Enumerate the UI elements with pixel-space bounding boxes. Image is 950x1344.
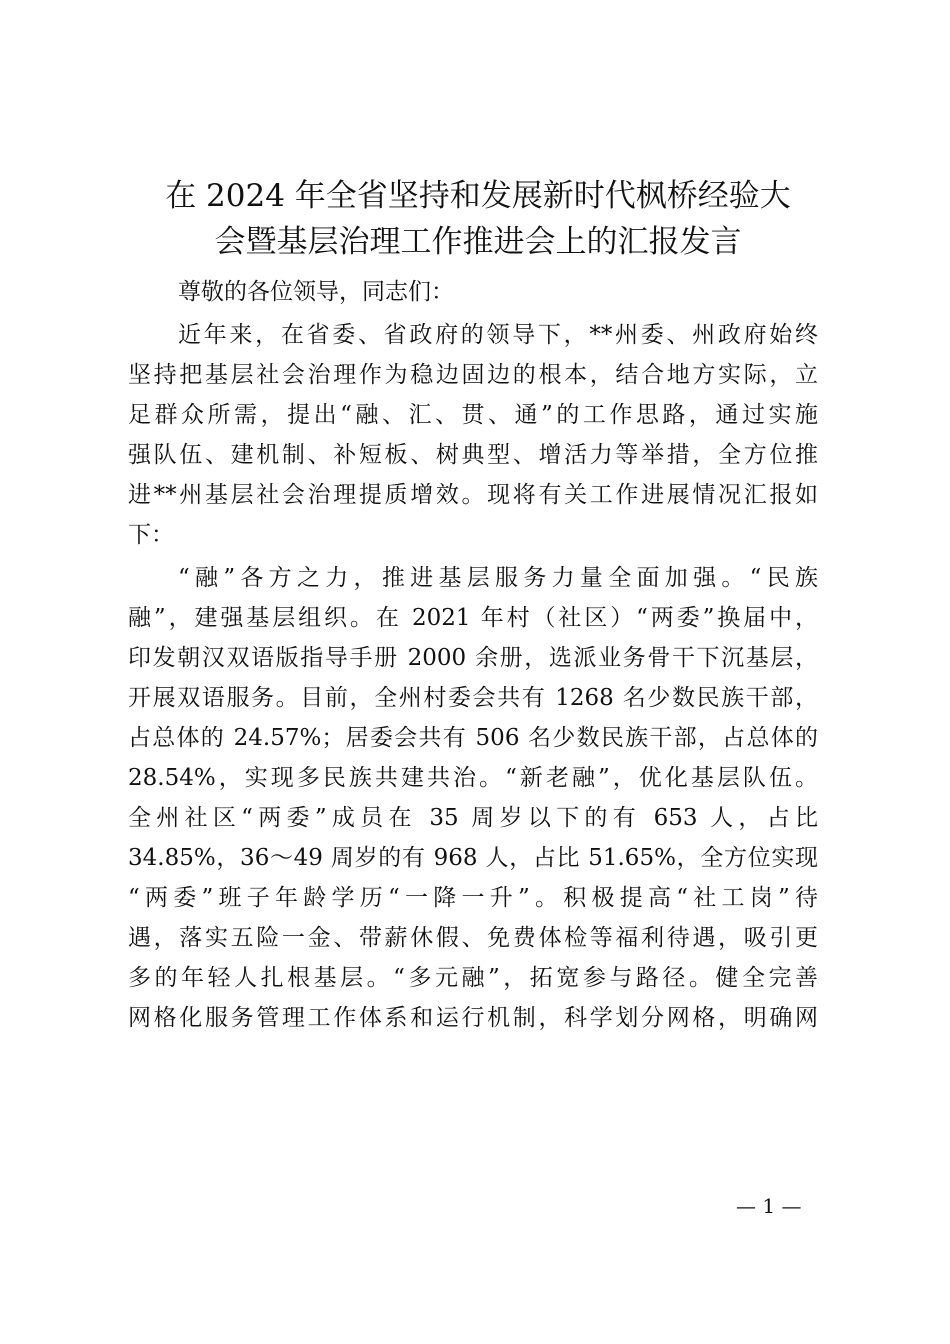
title-line: 在 2024 年全省坚持和发展新时代枫桥经验大 [165, 178, 791, 214]
paragraph-line: 下： [128, 522, 174, 548]
salutation-line: 尊敬的各位领导，同志们： [178, 279, 454, 305]
paragraph-line: 强队伍、建机制、补短板、树典型、增活力等举措，全方位推 [128, 442, 818, 468]
title-line: 会暨基层治理工作推进会上的汇报发言 [214, 224, 742, 260]
paragraph-line: 占总体的 24.57%；居委会共有 506 名少数民族干部，占总体的 [128, 725, 818, 751]
paragraph-line: 进**州基层社会治理提质增效。现将有关工作进展情况汇报如 [128, 482, 818, 508]
paragraph-line: 多的年轻人扎根基层。“多元融”，拓宽参与路径。健全完善 [128, 965, 818, 991]
paragraph-line: 坚持把基层社会治理作为稳边固边的根本，结合地方实际，立 [128, 362, 818, 388]
document-body [128, 272, 818, 1038]
document-title [128, 173, 828, 265]
paragraph-line: 近年来，在省委、省政府的领导下，**州委、州政府始终 [178, 322, 818, 348]
paragraph-line: “两委”班子年龄学历“一降一升”。积极提高“社工岗”待 [128, 885, 818, 911]
page-number: — 1 — [736, 1194, 802, 1218]
paragraph-line: 融”，建强基层组织。在 2021 年村（社区）“两委”换届中， [128, 605, 818, 631]
paragraph-line: “融”各方之力，推进基层服务力量全面加强。“民族 [178, 565, 818, 591]
paragraph-line: 34.85%，36～49 周岁的有 968 人，占比 51.65%，全方位实现 [128, 845, 818, 871]
paragraph-line: 开展双语服务。目前，全州村委会共有 1268 名少数民族干部， [128, 685, 818, 711]
paragraph-line: 28.54%，实现多民族共建共治。“新老融”，优化基层队伍。 [128, 765, 818, 791]
paragraph-line: 遇，落实五险一金、带薪休假、免费体检等福利待遇，吸引更 [128, 925, 818, 951]
paragraph-line: 足群众所需，提出“融、汇、贯、通”的工作思路，通过实施 [128, 402, 818, 428]
paragraph-line: 印发朝汉双语版指导手册 2000 余册，选派业务骨干下沉基层， [128, 645, 818, 671]
paragraph-line: 全州社区“两委”成员在 35 周岁以下的有 653 人，占比 [128, 805, 818, 831]
paragraph-line: 网格化服务管理工作体系和运行机制，科学划分网格，明确网 [128, 1005, 818, 1031]
